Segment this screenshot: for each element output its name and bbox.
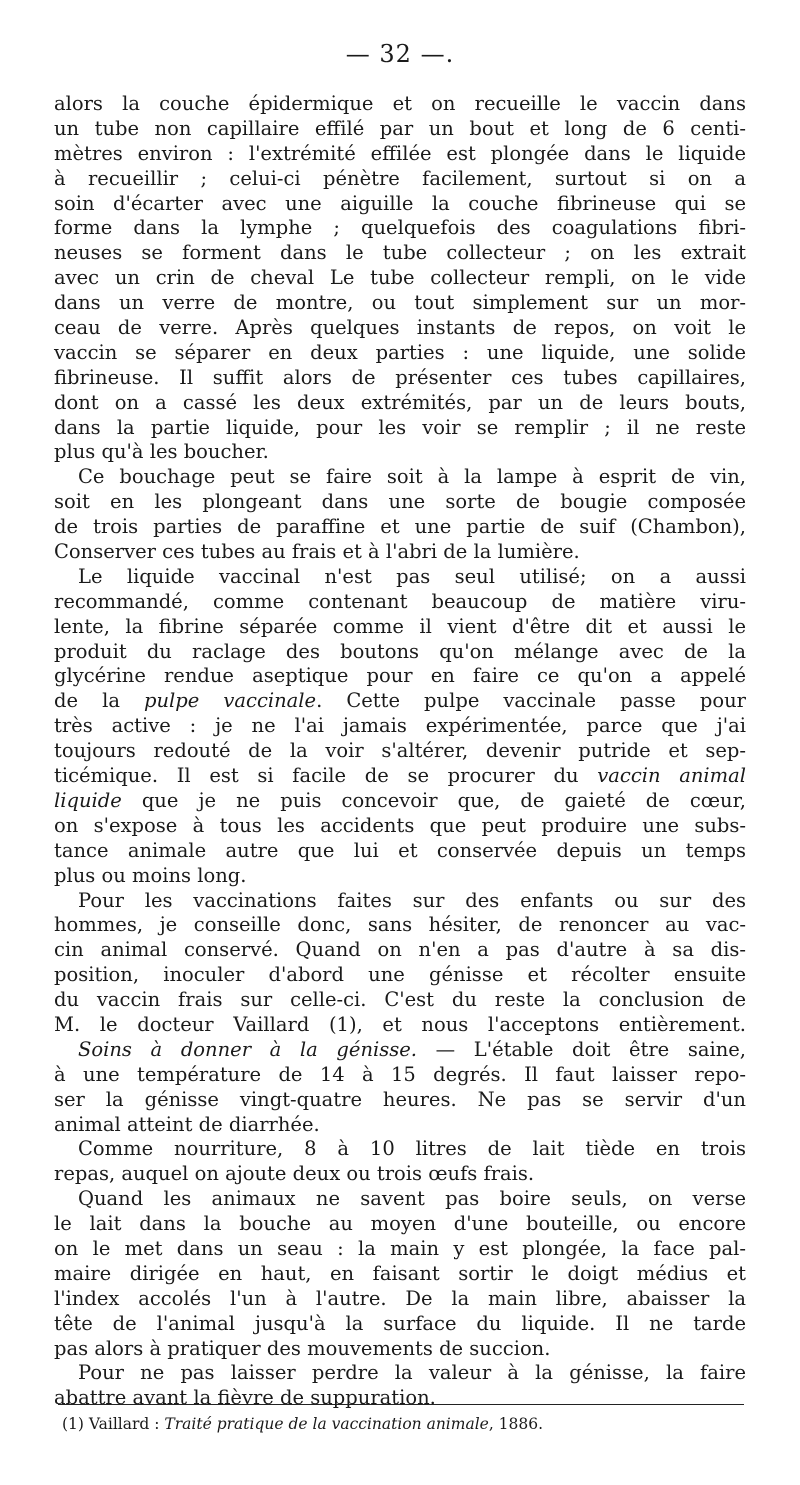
text-line	[54, 366, 746, 391]
text-segment: repas, auquel on ajoute deux ou trois œufs frais.	[54, 1162, 535, 1186]
text-line	[54, 192, 746, 217]
text-line	[54, 341, 746, 366]
text-segment: à une température de 14 à 15 degrés. Il faut laisser repo-	[54, 1062, 746, 1086]
text-segment: lente, la fibrine séparée comme il vient d'être dit et aussi le	[54, 614, 746, 638]
text-segment: ceau de verre. Après quelques instants de repos, on voit le	[54, 316, 746, 340]
text-segment: ser la génisse vingt-quatre heures. Ne pas se servir d'un	[54, 1087, 746, 1111]
text-segment: M. le docteur Vaillard (1), et nous l'acceptons entièrement.	[54, 1012, 746, 1036]
text-line	[54, 291, 746, 316]
text-segment: plus ou moins long.	[54, 863, 247, 887]
text-segment: toujours redouté de la voir s'altérer, devenir putride et sep-	[54, 739, 746, 763]
text-line	[54, 241, 746, 266]
text-segment: neuses se forment dans le tube collecteur ; on les extrait	[54, 241, 746, 265]
text-line	[54, 391, 746, 416]
text-line	[54, 565, 746, 590]
text-line	[54, 1386, 746, 1411]
text-line	[54, 913, 746, 938]
text-segment: . Cette pulpe vaccinale passe pour	[316, 689, 746, 713]
italic-segment: pulpe vaccinale	[144, 689, 317, 713]
footnote	[62, 1414, 742, 1434]
text-line	[54, 839, 746, 864]
text-line	[54, 1013, 746, 1038]
text-segment: le lait dans la bouche au moyen d'une bouteille, ou encore	[54, 1212, 746, 1236]
text-segment: très active : je ne l'ai jamais expérimentée, parce que j'ai	[54, 714, 746, 738]
page-number-text: — 32 —.	[345, 40, 455, 68]
text-segment: glycérine rendue aseptique pour en faire ce qu'on a appelé	[54, 664, 746, 688]
text-segment: mètres environ : l'extrémité effilée est plongée dans le liquide	[54, 141, 746, 165]
text-segment: du vaccin frais sur celle-ci. C'est du reste la conclusion de	[54, 988, 746, 1012]
text-line	[54, 1237, 746, 1262]
text-segment: Conserver ces tubes au frais et à l'abri de la lumière.	[54, 540, 580, 564]
text-segment: dans la partie liquide, pour les voir se remplir ; il ne reste	[54, 415, 746, 439]
text-line	[54, 689, 746, 714]
text-line	[54, 465, 746, 490]
text-line	[54, 963, 746, 988]
italic-segment: Soins à donner à la génisse.	[78, 1037, 418, 1061]
text-line	[54, 1361, 746, 1386]
text-line	[54, 938, 746, 963]
text-segment: un tube non capillaire effilé par un bout et long de 6 centi-	[54, 116, 746, 140]
text-segment: de la	[54, 689, 145, 713]
text-segment: ticémique. Il est si facile de se procurer du	[54, 764, 598, 788]
text-segment: soin d'écarter avec une aiguille la couche fibrineuse qui se	[54, 191, 746, 215]
text-line	[54, 1312, 746, 1337]
text-line	[54, 1187, 746, 1212]
text-line	[54, 640, 746, 665]
text-segment: avec un crin de cheval Le tube collecteur rempli, on le vide	[54, 266, 746, 290]
footnote-title: Traité pratique de la vaccination animale	[164, 1415, 489, 1433]
text-line	[54, 142, 746, 167]
text-segment: — L'étable doit être saine,	[417, 1037, 747, 1061]
text-line	[54, 664, 746, 689]
text-line	[54, 1088, 746, 1113]
text-line	[54, 1337, 746, 1362]
text-line	[54, 266, 746, 291]
footnote-divider	[58, 1404, 744, 1405]
footnote-prefix: (1) Vaillard :	[62, 1415, 165, 1433]
italic-segment: vaccin animal	[597, 764, 746, 788]
text-line	[54, 590, 746, 615]
text-segment: dont on a cassé les deux extrémités, par un de leurs bouts,	[54, 390, 746, 414]
text-segment: tance animale autre que lui et conservée depuis un temps	[54, 838, 746, 862]
page-number	[0, 40, 800, 68]
text-line	[54, 988, 746, 1013]
text-segment: cin animal conservé. Quand on n'en a pas d'autre à sa dis-	[54, 938, 746, 962]
text-line	[54, 515, 746, 540]
text-line	[54, 1137, 746, 1162]
text-line	[54, 1287, 746, 1312]
text-segment: de trois parties de paraffine et une partie de suif (Chambon),	[54, 515, 746, 539]
text-segment: hommes, je conseille donc, sans hésiter, de renoncer au vac-	[54, 913, 746, 937]
text-line	[54, 1212, 746, 1237]
text-segment: on s'expose à tous les accidents que peut produire une subs-	[54, 813, 746, 837]
text-segment: Comme nourriture, 8 à 10 litres de lait tiède en trois	[78, 1137, 746, 1161]
text-segment: fibrineuse. Il suffit alors de présenter ces tubes capillaires,	[54, 365, 746, 389]
text-segment: que je ne puis concevoir que, de gaieté de cœur,	[121, 788, 746, 812]
text-line	[54, 739, 746, 764]
text-segment: tête de l'animal jusqu'à la surface du liquide. Il ne tarde	[54, 1311, 746, 1335]
text-line	[54, 92, 746, 117]
text-line	[54, 167, 746, 192]
text-line	[54, 889, 746, 914]
text-segment: vaccin se séparer en deux parties : une liquide, une solide	[54, 340, 746, 364]
text-segment: recommandé, comme contenant beaucoup de matière viru-	[54, 589, 746, 613]
text-segment: l'index accolés l'un à l'autre. De la main libre, abaisser la	[54, 1286, 746, 1310]
text-line	[54, 1063, 746, 1088]
text-line	[54, 416, 746, 441]
text-segment: Quand les animaux ne savent pas boire seuls, on verse	[78, 1187, 746, 1211]
text-line	[54, 117, 746, 142]
text-line	[54, 1262, 746, 1287]
text-segment: à recueillir ; celui-ci pénètre facilement, surtout si on a	[54, 166, 746, 190]
text-line	[54, 764, 746, 789]
text-segment: dans un verre de montre, ou tout simplement sur un mor-	[54, 291, 746, 315]
italic-segment: liquide	[54, 788, 122, 812]
text-segment: Pour ne pas laisser perdre la valeur à la génisse, la faire	[78, 1361, 746, 1385]
text-segment: plus qu'à les boucher.	[54, 440, 269, 464]
text-line	[54, 440, 746, 465]
text-segment: soit en les plongeant dans une sorte de bougie composée	[54, 490, 746, 514]
text-segment: abattre avant la fièvre de suppuration.	[54, 1386, 436, 1410]
text-segment: Pour les vaccinations faites sur des enfants ou sur des	[78, 888, 746, 912]
body-text	[54, 92, 746, 1411]
text-segment: Le liquide vaccinal n'est pas seul utilisé; on a aussi	[78, 564, 746, 588]
text-segment: forme dans la lymphe ; quelquefois des coagulations fibri-	[54, 216, 746, 240]
text-line	[54, 540, 746, 565]
text-segment: maire dirigée en haut, en faisant sortir le doigt médius et	[54, 1261, 746, 1285]
text-segment: pas alors à pratiquer des mouvements de succion.	[54, 1336, 551, 1360]
text-segment: animal atteint de diarrhée.	[54, 1112, 320, 1136]
text-segment: on le met dans un seau : la main y est plongée, la face pal-	[54, 1236, 746, 1260]
text-line	[54, 1113, 746, 1138]
footnote-suffix: , 1886.	[488, 1415, 544, 1433]
text-line	[54, 789, 746, 814]
text-line	[54, 814, 746, 839]
text-line	[54, 615, 746, 640]
text-line	[54, 316, 746, 341]
text-line	[54, 1162, 746, 1187]
text-line	[54, 490, 746, 515]
text-line	[54, 216, 746, 241]
text-segment: Ce bouchage peut se faire soit à la lampe à esprit de vin,	[78, 465, 746, 489]
text-segment: produit du raclage des boutons qu'on mélange avec de la	[54, 639, 746, 663]
text-line	[54, 1038, 746, 1063]
text-line	[54, 864, 746, 889]
text-segment: alors la couche épidermique et on recueille le vaccin dans	[54, 92, 746, 115]
text-line	[54, 714, 746, 739]
text-segment: position, inoculer d'abord une génisse et récolter ensuite	[54, 963, 746, 987]
